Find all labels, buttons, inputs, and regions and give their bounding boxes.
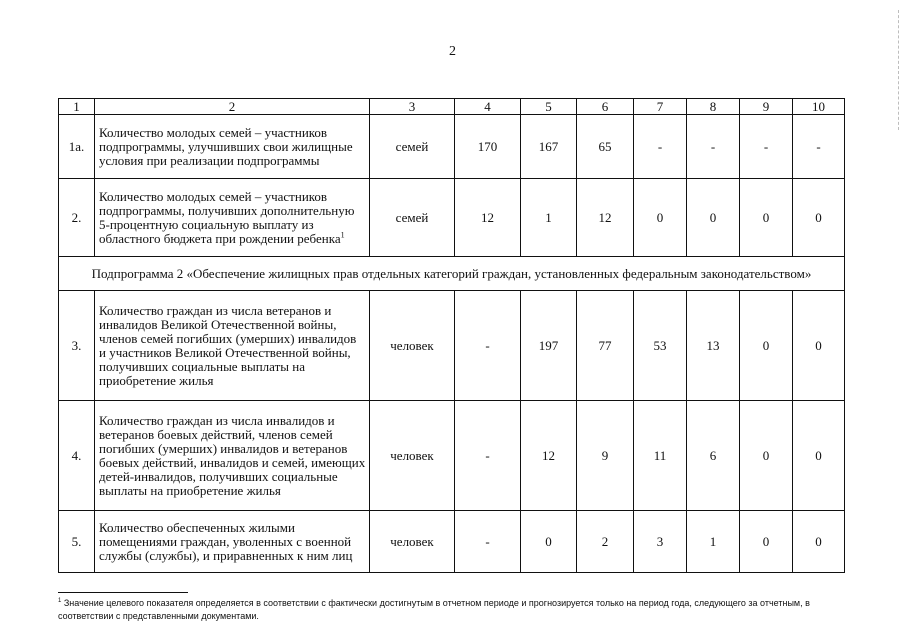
value-cell: 0 (740, 511, 793, 573)
table-row (59, 291, 845, 401)
header-cell: 5 (521, 99, 577, 115)
header-cell: 2 (95, 99, 370, 115)
header-cell: 6 (577, 99, 634, 115)
unit-cell: семей (370, 115, 455, 179)
unit-cell: человек (370, 291, 455, 401)
footnote-number: 1 (58, 598, 62, 604)
row-number: 5. (59, 511, 95, 573)
value-cell: 53 (634, 291, 687, 401)
value-cell: 170 (455, 115, 521, 179)
header-cell: 10 (793, 99, 845, 115)
value-cell: - (634, 115, 687, 179)
value-cell: - (687, 115, 740, 179)
indicator-text: Количество граждан из числа ветеранов и инвалидов Великой Отечественной войны, членов семей погибших (умерших) инвалидов и участников Великой Отечественной войны, получивших социальные выплаты на приобретение жилья (95, 291, 370, 401)
value-cell: 6 (687, 401, 740, 511)
indicator-text (95, 179, 370, 257)
value-cell: 12 (521, 401, 577, 511)
indicators-table (58, 98, 845, 573)
value-cell: 1 (687, 511, 740, 573)
footnote-divider (58, 592, 188, 593)
value-cell: - (455, 401, 521, 511)
value-cell: 197 (521, 291, 577, 401)
indicator-text: Количество граждан из числа инвалидов и ветеранов боевых действий, членов семей погибших (умерших) инвалидов и ветеранов боевых действий, инвалидов и семей, имеющих детей-инвалидов, получивших социальные выплаты на приобретение жилья (95, 401, 370, 511)
value-cell: 0 (793, 401, 845, 511)
scan-margin-marks (898, 10, 901, 130)
footnote-text: Значение целевого показателя определяется в соответствии с фактически достигнутым в отчетном периоде и прогнозируется только на период года, следующего за отчетным, в соответствии с представленными документами. (58, 598, 810, 621)
header-cell: 9 (740, 99, 793, 115)
value-cell: 3 (634, 511, 687, 573)
value-cell: 0 (634, 179, 687, 257)
value-cell: 11 (634, 401, 687, 511)
value-cell: 0 (793, 291, 845, 401)
section-title: Подпрограмма 2 «Обеспечение жилищных прав отдельных категорий граждан, установленных федеральным законодательством» (59, 257, 845, 291)
row-number: 1а. (59, 115, 95, 179)
header-cell: 8 (687, 99, 740, 115)
value-cell: 0 (521, 511, 577, 573)
value-cell: 0 (687, 179, 740, 257)
value-cell: 13 (687, 291, 740, 401)
page-number: 2 (449, 44, 456, 59)
row-number: 4. (59, 401, 95, 511)
table-row (59, 401, 845, 511)
indicator-text-body: Количество молодых семей – участников подпрограммы, получивших дополнительную 5-процентную социальную выплату из областного бюджета при рождении ребенка (99, 188, 355, 246)
header-cell: 3 (370, 99, 455, 115)
value-cell: - (455, 291, 521, 401)
indicator-text: Количество обеспеченных жилыми помещениями граждан, уволенных с военной службы (службы), и приравненных к ним лиц (95, 511, 370, 573)
table-row (59, 511, 845, 573)
unit-cell: человек (370, 401, 455, 511)
header-row (59, 99, 845, 115)
value-cell: 12 (577, 179, 634, 257)
value-cell: 0 (793, 511, 845, 573)
row-number: 2. (59, 179, 95, 257)
unit-cell: человек (370, 511, 455, 573)
value-cell: 0 (793, 179, 845, 257)
header-cell: 1 (59, 99, 95, 115)
value-cell: 12 (455, 179, 521, 257)
section-row (59, 257, 845, 291)
value-cell: 65 (577, 115, 634, 179)
footnote (58, 597, 844, 623)
footnote-mark: 1 (340, 230, 345, 240)
value-cell: - (740, 115, 793, 179)
value-cell: 1 (521, 179, 577, 257)
unit-cell: семей (370, 179, 455, 257)
value-cell: 9 (577, 401, 634, 511)
value-cell: 0 (740, 179, 793, 257)
value-cell: 167 (521, 115, 577, 179)
value-cell: 0 (740, 291, 793, 401)
indicator-text: Количество молодых семей – участников подпрограммы, улучшивших свои жилищные условия при реализации подпрограммы (95, 115, 370, 179)
header-cell: 4 (455, 99, 521, 115)
table-row (59, 115, 845, 179)
value-cell: 2 (577, 511, 634, 573)
value-cell: 77 (577, 291, 634, 401)
header-cell: 7 (634, 99, 687, 115)
row-number: 3. (59, 291, 95, 401)
table-row (59, 179, 845, 257)
value-cell: 0 (740, 401, 793, 511)
value-cell: - (455, 511, 521, 573)
value-cell: - (793, 115, 845, 179)
